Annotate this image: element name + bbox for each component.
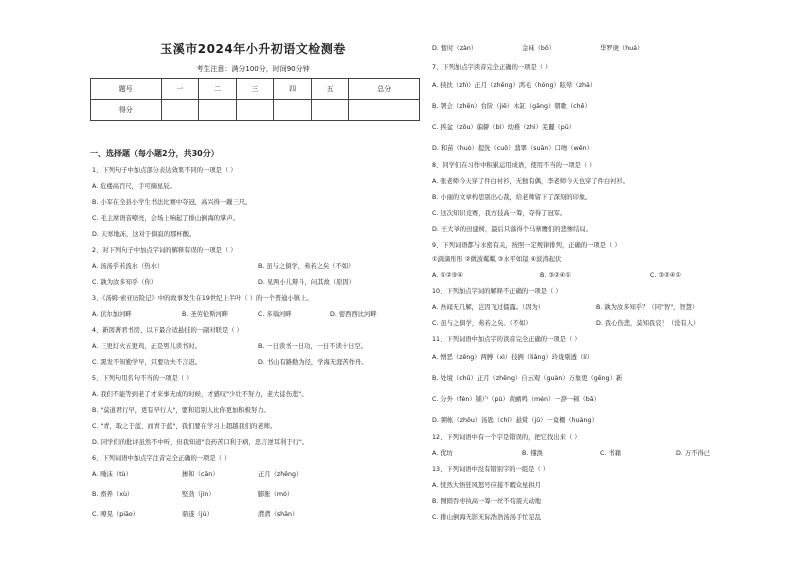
- option-line: B. 虽与之俱学，弗若之矣（不如）: [258, 263, 355, 270]
- option-line: B. 一日读书一日功，一日不读十日空。: [258, 343, 368, 350]
- option-line: D. 密西西比河畔: [330, 311, 377, 318]
- score-table-header-row: [91, 79, 420, 100]
- option-line: A. 恍然大悟狂风怒号应接不暇众星拱月: [432, 482, 541, 489]
- option-line: A. 汤汤乎若流水（热水）: [92, 263, 164, 270]
- option-line: A. 挟扶（zhì）正月（zhēng）鸿毛（hóng）眩晕（zhā）: [432, 82, 597, 89]
- option-line: B. 小军在全县小学生书法比赛中夺冠，高兴得一蹦三尺。: [92, 199, 252, 206]
- option-line: B. 畜养（xù）: [92, 491, 134, 498]
- score-header-cell: 三: [236, 79, 274, 100]
- option-line: C. ③②④①: [650, 272, 681, 279]
- option-line: 华罗庚（huá）: [600, 45, 644, 52]
- option-line: B. 圣劳伦斯河畔: [182, 311, 229, 318]
- option-line: C. 排山倒海无影无际浩浩汤汤手忙足乱: [432, 514, 542, 521]
- question-3: 3、《汤姆·索亚历险记》中的故事发生在19世纪上半叶（ ）的一个普通小镇上。: [92, 295, 313, 302]
- option-line: C. 挨盆（zōu）偏僻（bì）幼稚（zhì）芜麗（pū）: [432, 124, 576, 131]
- option-line: A. 三更灯火五更鸡，正是男儿读书时。: [92, 343, 201, 350]
- question-11: 11、下列词语中加点字的读音完全正确的一项是（ ）: [432, 336, 581, 343]
- option-line: B. 囫囵吞枣执高一筹一丝不苟震天动地: [432, 498, 542, 505]
- option-line: B. "莫道君行早，更有早行人"，要和追别人比你更加积极努力。: [92, 407, 270, 414]
- score-table: [90, 78, 420, 121]
- option-line: A. 吾闻无几解，岂因飞过擂露。（因为）: [432, 304, 545, 311]
- option-line: D. 天寒地冻，这对于俱寂的那杯酸。: [92, 231, 196, 238]
- score-header-cell: 五: [311, 79, 349, 100]
- option-line: D. 粥帐（zhōu）汤匙（chí）悬赏（jū）一竟棚（huàng）: [432, 417, 598, 424]
- option-line: C. 多瑙河畔: [258, 311, 292, 318]
- option-line: A. 唾沫（tù）: [92, 471, 132, 478]
- score-blank-cell[interactable]: [236, 100, 274, 121]
- score-blank-cell[interactable]: [349, 100, 420, 121]
- option-line: D. 万不得已: [676, 450, 711, 457]
- option-line: C. 虽与之俱学，弗若之矣。（不如）: [432, 320, 532, 327]
- question-12: 12、下列词语中有一个字是错误的，把它找出来（ ）: [432, 434, 581, 441]
- score-blank-cell[interactable]: [199, 100, 237, 121]
- option-line: 正月（zhēng）: [258, 471, 303, 478]
- option-line: A. 伏尔加河畔: [92, 311, 132, 318]
- option-line: D. 暂时（zàn）: [432, 45, 478, 52]
- option-line: D. 我心伤悲，莫知我哀！（没有人）: [596, 320, 700, 327]
- option-line: B. 处境（chǔ）正月（zhēng）自云观（guàn）万象更（gēng）新: [432, 375, 623, 382]
- option-line: 鼎遂（jù）: [182, 511, 213, 518]
- option-line: 堅劲（jìn）: [182, 491, 215, 498]
- question-2: 2、对下列句子中加点字词的解释有误的一项是（ ）: [92, 247, 237, 254]
- option-line: D. 同学们的批评虽然不中听，但我知道"良药苦口利于病，忠言逆耳利于行"。: [92, 439, 309, 446]
- option-line: B. 小丽的文章构思别出心裁，给老师留下了深刻的印象。: [432, 194, 592, 201]
- option-line: A. 张老师今天穿了件白衬衫，无独有偶，李老师今天也穿了件白衬衫。: [432, 178, 630, 185]
- section-heading: 一、选择题（每小题2分，共30分）: [90, 149, 219, 158]
- option-line: C. 毛主席语音嘹亮，会场上响起了排山倒海的掌声。: [92, 215, 239, 222]
- option-line: A. 憎恶（zēng）两膊（xì）技俩（liǎng）玲珑剔透（lí）: [432, 354, 594, 361]
- question-7: 7、下列加点字读音完全正确的一项是（ ）: [432, 64, 552, 71]
- option-line: A. 危楼高百尺，手可摘星辰。: [92, 183, 176, 190]
- option-line: B. ③②④①: [540, 272, 571, 279]
- question-4: 4、新図著君书房，以下最合适悬挂的一副对联是（ ）: [92, 327, 243, 334]
- option-line: B. 孰为汝多知乎？（同"智"，智慧）: [596, 304, 699, 311]
- score-header-cell: 总分: [349, 79, 420, 100]
- option-line: C. 黑发不知勤学早，只要功夫不言迟。: [92, 359, 202, 366]
- option-line: D. 王大爷的田建树，最后只落得个马寨鹰们的悲惨结局。: [432, 226, 592, 233]
- option-line: 膨胀（mó）: [258, 491, 294, 498]
- option-line: C. 分外（fèn）铺户（pù）黄鹂鸣（mén）一辞一顿（bā）: [432, 396, 600, 403]
- question-6: 6、下列词语中加点字注音完全正确的一项是（ ）: [92, 455, 231, 462]
- question-9-items: ①滴滴彤彤 ②微波粼粼 ③水平如镜 ④波涛起伏: [432, 256, 562, 263]
- question-10: 10、下列加点字词的解释不正确的一项是（ ）: [432, 288, 562, 295]
- option-line: D. 和苗（huò）提洗（cuō）翡翠（suān）口吻（wěn）: [432, 145, 593, 152]
- score-row-label: 得分: [91, 100, 162, 121]
- score-table-score-row: [91, 100, 420, 121]
- option-line: C. 嘹晃（piāo）: [92, 511, 140, 518]
- question-1: 1、下列句子中加点部分表达效果不同的一项是（ ）: [92, 167, 237, 174]
- option-line: 潸潸（shān）: [258, 511, 299, 518]
- score-header-cell: 四: [274, 79, 312, 100]
- option-line: A. 优坊: [432, 450, 453, 457]
- option-line: 掺和（cān）: [182, 471, 219, 478]
- question-5: 5、下列句用名句不当的一项是（ ）: [92, 375, 193, 382]
- option-line: C. "青，取之于蓝，而青于蓝"，我们要在学习上超越我们的老师。: [92, 423, 277, 430]
- score-blank-cell[interactable]: [161, 100, 199, 121]
- option-line: D. 见两小儿辩斗，问其故（原因）: [258, 279, 356, 286]
- exam-notice: 考生注意：满分100分，时间90分钟: [196, 65, 310, 73]
- option-line: B. 署会（zhēn）台阶（jiē）木缸（gāng）朝歌（chē）: [432, 103, 591, 110]
- score-header-cell: 二: [199, 79, 237, 100]
- score-blank-cell[interactable]: [274, 100, 312, 121]
- score-blank-cell[interactable]: [311, 100, 349, 121]
- option-line: C. 书籍: [600, 450, 621, 457]
- option-line: 金袜（bō）: [522, 45, 556, 52]
- question-9: 9、下列词语都与水密有关，按照一定规律排列，正确的一项是（ ）: [432, 242, 621, 249]
- option-line: D. 书山有路勤为径，学海无涯苦作舟。: [258, 359, 368, 366]
- question-8: 8、同学们在习作中积累运用成语，使用不当的一项是（ ）: [432, 162, 596, 169]
- score-header-cell: 题号: [91, 79, 162, 100]
- question-13: 13、下列词语中没有错别字的一组是（ ）: [432, 466, 550, 473]
- option-line: C. 孰为汝多知乎（你）: [92, 279, 158, 286]
- option-line: A. ①②③④: [432, 272, 463, 279]
- score-header-cell: 一: [161, 79, 199, 100]
- option-line: B. 懂涣: [522, 450, 543, 457]
- exam-title: 玉溪市2024年小升初语文检测卷: [160, 42, 346, 56]
- option-line: A. 我们不能等到老了才来事无成的时候，才感叹"少壮不努力，老大徒伤悲"。: [92, 391, 308, 398]
- option-line: C. 这次知识竞赛，我方技高一筹，夺得了冠军。: [432, 210, 567, 217]
